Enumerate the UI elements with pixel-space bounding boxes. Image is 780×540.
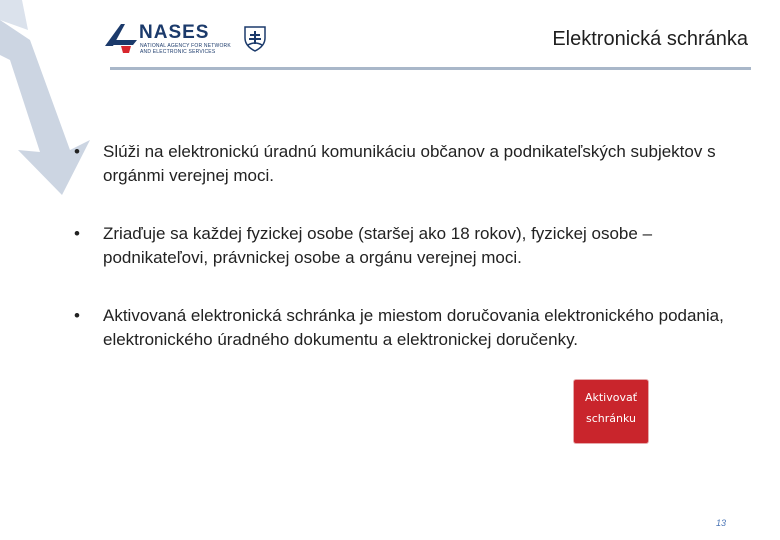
logo-subtitle: NATIONAL AGENCY FOR NETWORK AND ELECTRONIC SERVICES bbox=[140, 43, 231, 55]
nases-logo bbox=[103, 22, 268, 58]
bullet-text: Slúži na elektronickú úradnú komunikáciu občanov a podnikateľských subjektov s orgánmi verejnej moci. bbox=[103, 142, 716, 185]
activate-mailbox-button[interactable] bbox=[574, 380, 648, 443]
bullet-marker: • bbox=[74, 306, 80, 325]
activate-button-line2: schránku bbox=[586, 412, 636, 425]
activate-button-line1: Aktivovať bbox=[584, 391, 638, 404]
page-title: Elektronická schránka bbox=[552, 28, 748, 50]
bullet-marker: • bbox=[74, 224, 80, 243]
list-item bbox=[72, 304, 742, 352]
list-item bbox=[72, 222, 742, 270]
list-item bbox=[72, 140, 742, 188]
coat-of-arms-icon bbox=[244, 26, 266, 52]
bullet-text: Zriaďuje sa každej fyzickej osobe (staršej ako 18 rokov), fyzickej osobe – podnikateľovi, právnickej osobe a orgánu verejnej moci. bbox=[103, 224, 653, 267]
bullet-text: Aktivovaná elektronická schránka je miestom doručovania elektronického podania, elektronického úradného dokumentu a elektronickej doručenky. bbox=[103, 306, 724, 349]
nases-logo-mark-icon bbox=[103, 22, 137, 54]
bullet-marker: • bbox=[74, 142, 80, 161]
page-number: 13 bbox=[716, 518, 727, 528]
logo-name: NASES bbox=[139, 22, 210, 43]
bullet-list bbox=[72, 140, 742, 386]
title-divider bbox=[110, 67, 751, 70]
